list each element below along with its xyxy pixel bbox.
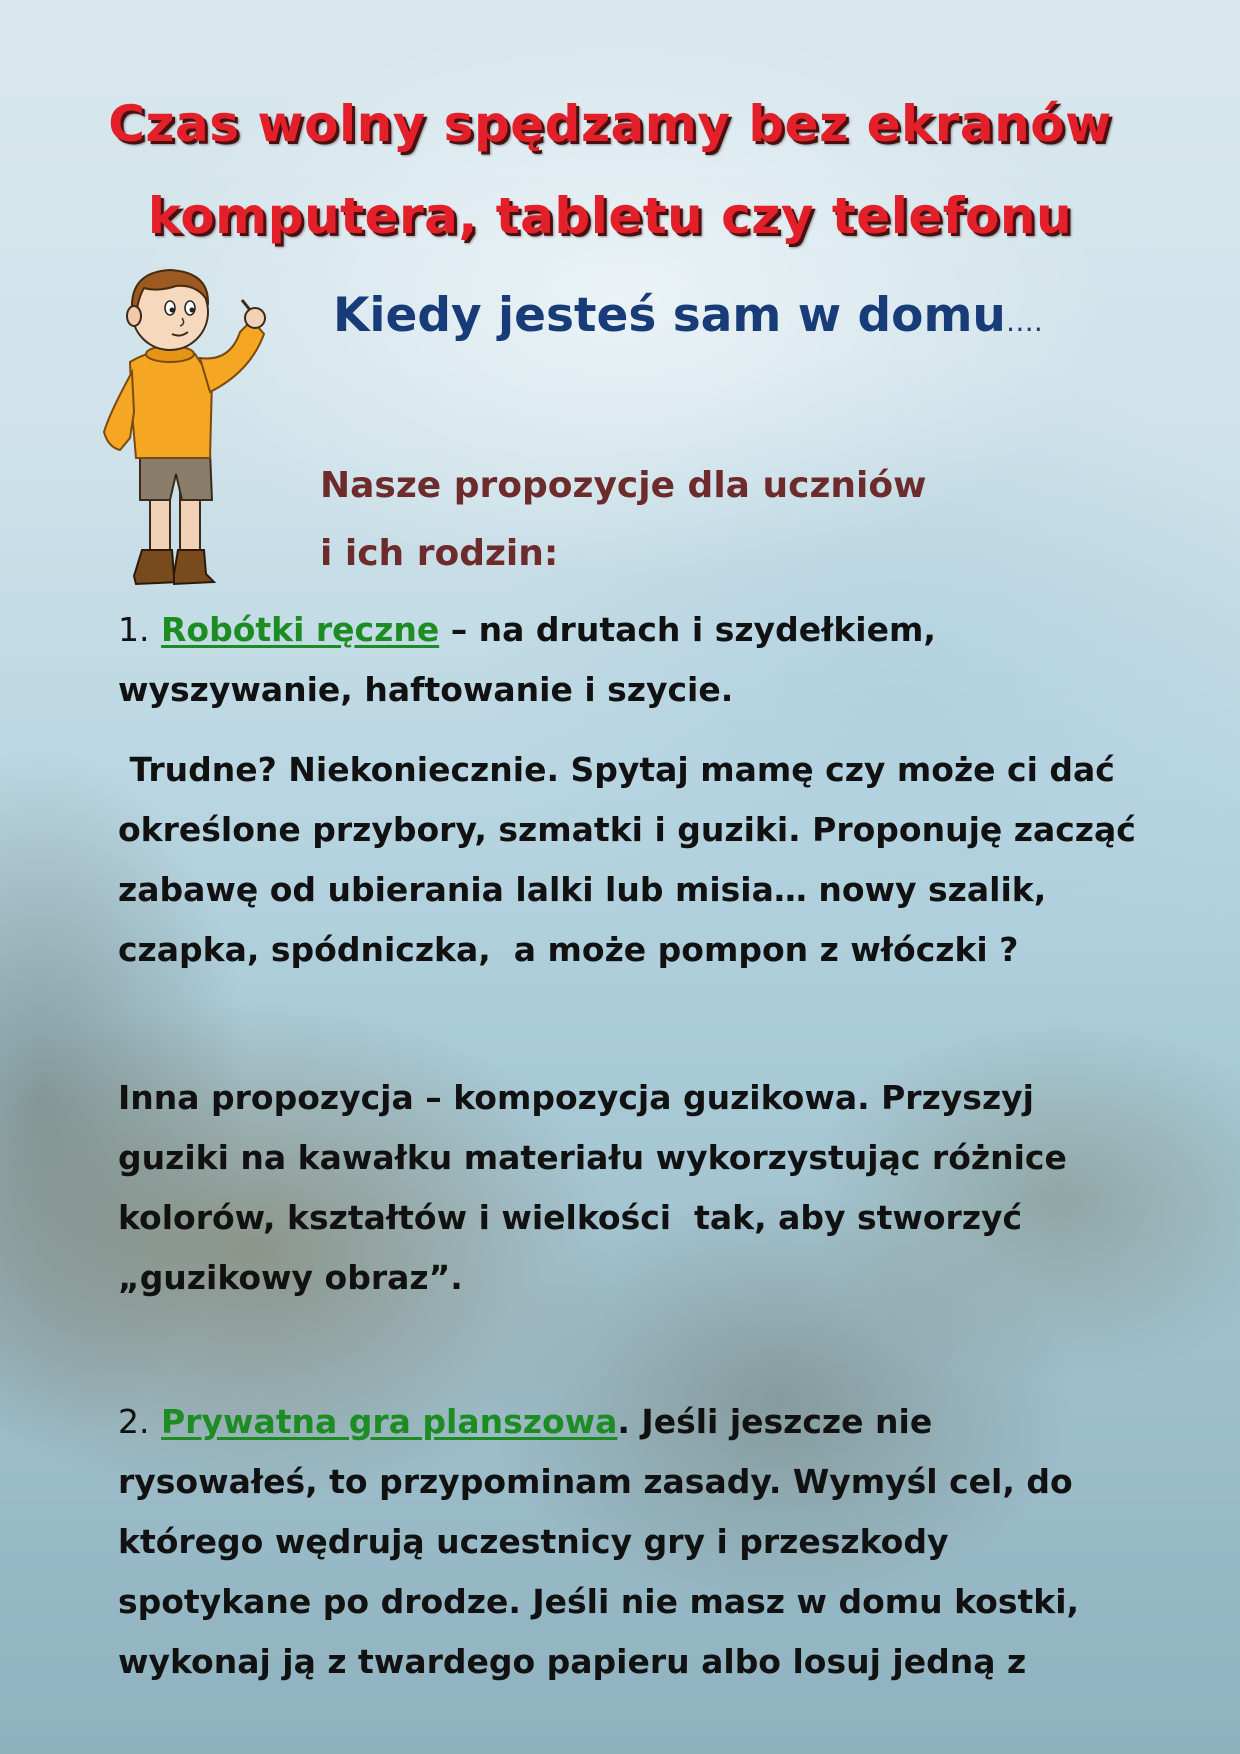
item-2-number: 2. [118,1402,150,1441]
item-1-rest: – na drutach i szydełkiem, [439,610,936,649]
item-2-line-2: rysowałeś, to przypominam zasady. Wymyśl cel, do [118,1462,1073,1501]
title-line-2: komputera, tabletu czy telefonu [147,187,1073,245]
paragraph-1-line-1: Trudne? Niekoniecznie. Spytaj mamę czy może ci dać [118,750,1115,789]
item-1 [118,600,1138,720]
paragraph-2-line-3: kolorów, kształtów i wielkości tak, aby stworzyć [118,1198,1023,1237]
paragraph-2-line-1: Inna propozycja – kompozycja guzikowa. Przyszyj [118,1078,1034,1117]
section-heading-text: Kiedy jesteś sam w domu [333,288,1006,343]
title-line-1: Czas wolny spędzamy bez ekranów [108,95,1112,153]
item-2 [118,1392,1138,1692]
paragraph-2 [118,1068,1138,1308]
item-1-link[interactable]: Robótki ręczne [161,610,440,649]
item-2-link[interactable]: Prywatna gra planszowa [161,1402,618,1441]
boy-illustration [100,262,275,592]
paragraph-1-line-2: określone przybory, szmatki i guziki. Proponuję zacząć [118,810,1136,849]
item-2-line-5: wykonaj ją z twardego papieru albo losuj jedną z [118,1642,1027,1681]
item-2-line-1 [118,1392,1138,1452]
item-1-line-2: wyszywanie, haftowanie i szycie. [118,670,734,709]
paragraph-1-line-3: zabawę od ubierania lalki lub misia… nowy szalik, [118,870,1047,909]
item-1-number: 1. [118,610,150,649]
paragraph-2-line-2: guziki na kawałku materiału wykorzystując różnice [118,1138,1067,1177]
page-title [60,78,1160,262]
proposals-line-1: Nasze propozycje dla uczniów [320,465,927,506]
paragraph-2-line-4: „guzikowy obraz”. [118,1258,463,1297]
item-2-line-3: którego wędrują uczestnicy gry i przeszkody [118,1522,949,1561]
paragraph-1-line-4: czapka, spódniczka, a może pompon z włóczki ? [118,930,1019,969]
section-heading-ellipsis: …. [1005,305,1043,338]
section-heading [333,288,1043,343]
paragraph-1 [118,740,1138,980]
item-2-line-4: spotykane po drodze. Jeśli nie masz w domu kostki, [118,1582,1080,1621]
item-2-rest: . Jeśli jeszcze nie [617,1402,933,1441]
item-1-line-1 [118,600,1138,660]
proposals-line-2: i ich rodzin: [320,533,559,574]
proposals-heading [320,452,926,588]
